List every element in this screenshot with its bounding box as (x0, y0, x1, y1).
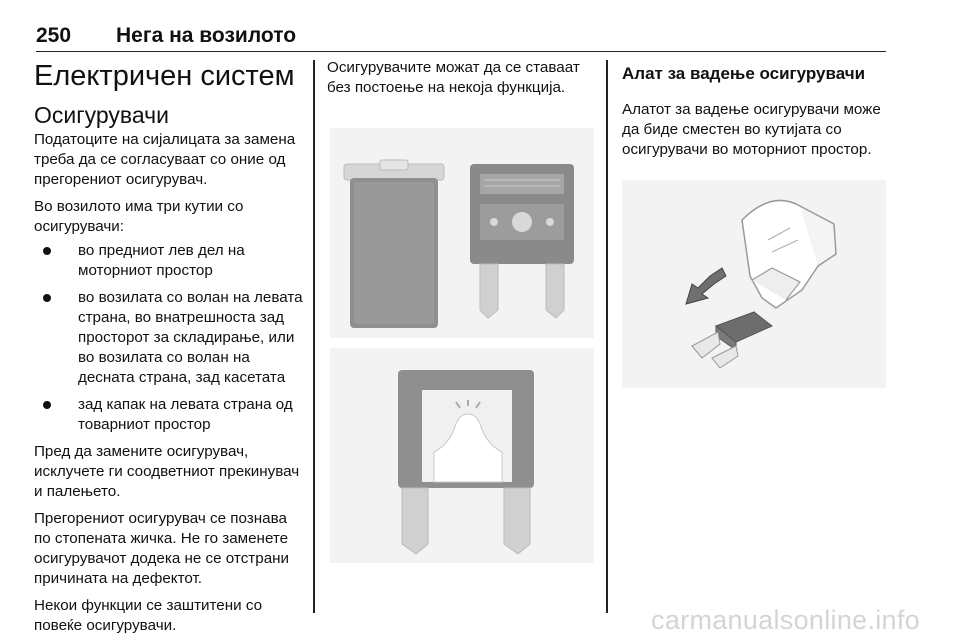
column-right (622, 58, 888, 167)
paragraph: Некои функции се заштитени со повеќе осигурувачи. (34, 597, 263, 634)
paragraph: Осигурувачите можат да се ставаат без постоење на некоја функција. (327, 59, 580, 96)
paragraph: Податоците на сијалицата за замена треба да се согласуваат со оние од прегорениот осигурувач. (34, 131, 296, 188)
paragraph: Пред да замените осигурувач, исклучете ги соодветниот прекинувач и палењето. (34, 443, 300, 500)
subsection-heading: Алат за вадење осигурувачи (622, 64, 866, 83)
fuse-types-icon (330, 128, 594, 338)
list-item: зад капак на левата страна од товарниот простор (34, 395, 306, 435)
paragraph: Прегорениот осигурувач се познава по стопената жичка. Не го заменете осигурувачот додека не се отстрани причината на дефектот. (34, 510, 290, 587)
subsection-title: Осигурувачи (34, 102, 169, 128)
fuse-types-figure (330, 128, 594, 338)
list-item: во возилата со волан на левата страна, во внатрешноста зад просторот за складирање, или во возилата со волан на десната страна, зад касетата (34, 288, 306, 388)
page-number: 250 (36, 24, 72, 47)
list-item: во предниот лев дел на моторниот простор (34, 241, 306, 281)
bullet-list (34, 241, 306, 435)
column-middle (327, 58, 597, 105)
fuse-puller-figure (622, 180, 886, 388)
paragraph: Алатот за вадење осигурувачи може да биде сместен во кутијата со осигурувачи во моторниот простор. (622, 101, 881, 158)
fuse-puller-icon (622, 180, 886, 388)
mini-fuse-figure (330, 348, 594, 563)
mini-fuse-icon (330, 348, 594, 563)
column-left (34, 58, 306, 642)
chapter-title: Нега на возилото (116, 24, 297, 47)
column-divider (313, 60, 315, 613)
paragraph: Во возилото има три кутии со осигурувачи: (34, 198, 244, 235)
watermark: carmanualsonline.info (651, 605, 920, 635)
column-divider (606, 60, 608, 613)
page-header (36, 24, 886, 52)
section-title: Електричен систем (34, 60, 295, 92)
